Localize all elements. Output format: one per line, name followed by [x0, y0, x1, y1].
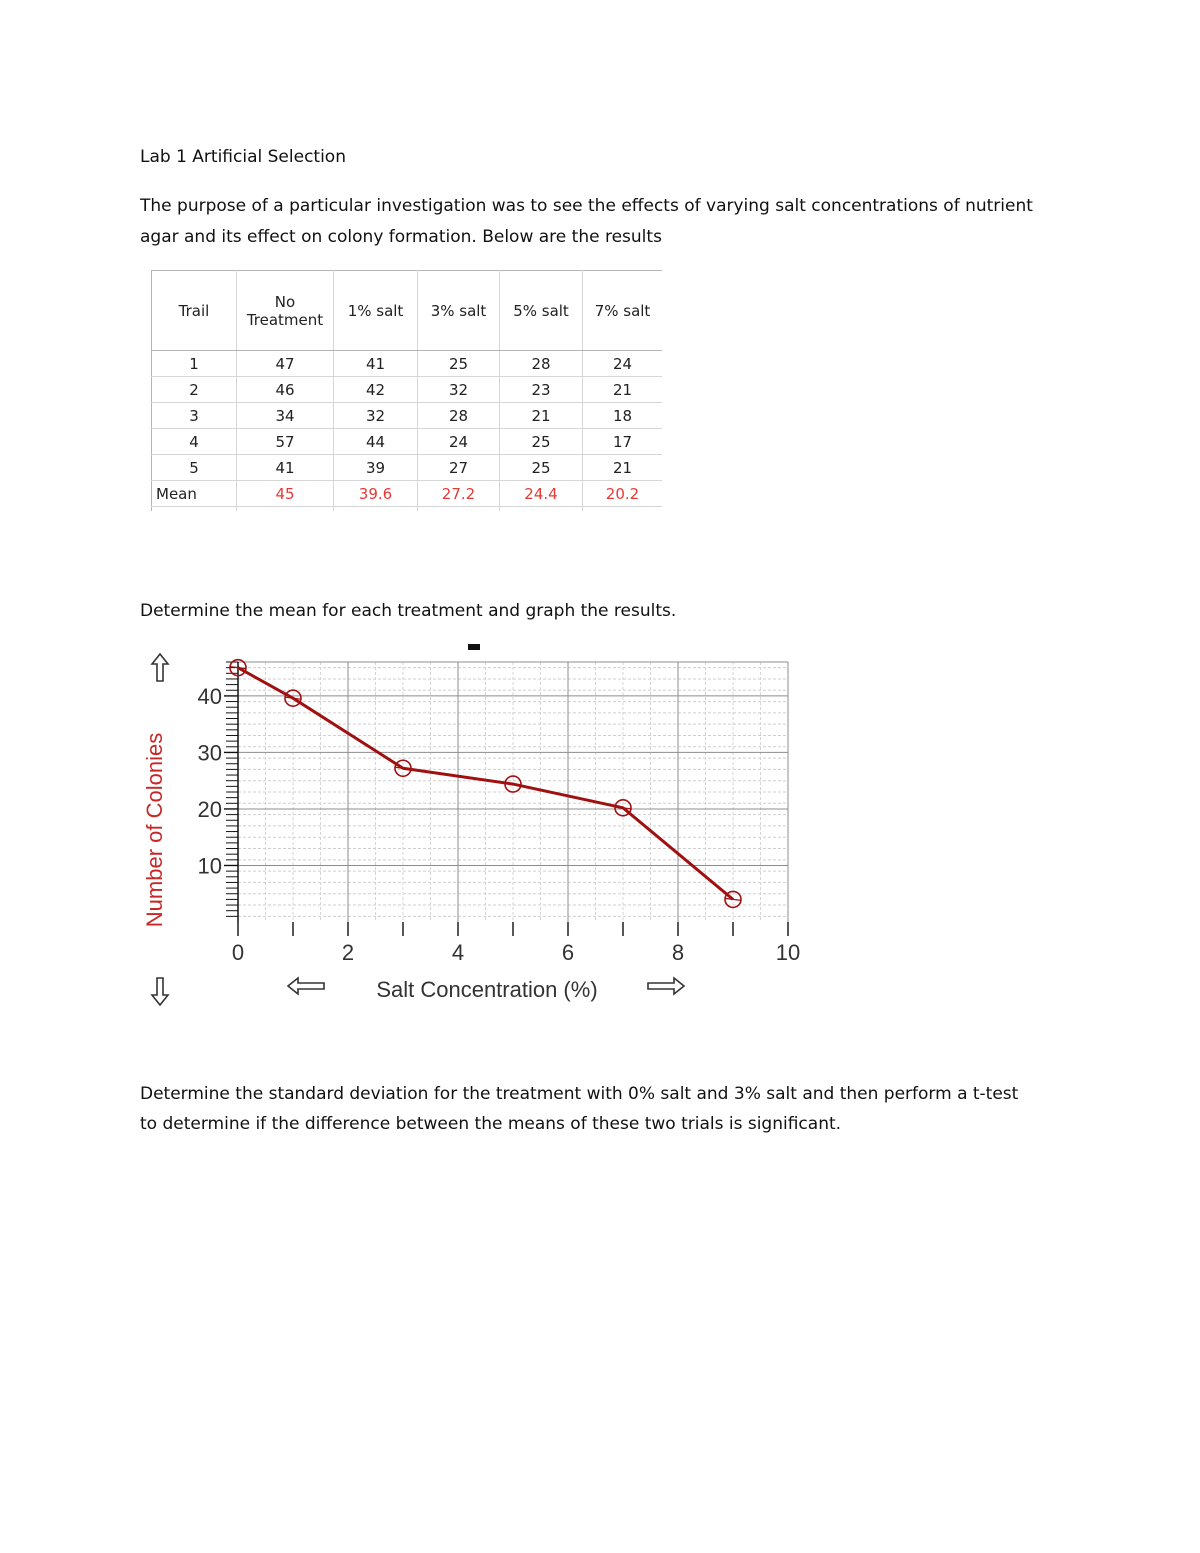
table-cell: 44	[334, 429, 418, 455]
mean-label: Mean	[152, 481, 237, 507]
page-title: Lab 1 Artificial Selection	[140, 147, 346, 167]
table-cell: 25	[418, 351, 500, 377]
table-cell: 23	[500, 377, 583, 403]
x-tick-label: 10	[775, 940, 801, 965]
table-cell: 21	[583, 455, 663, 481]
table-row	[152, 377, 663, 403]
arrow-up-icon[interactable]	[152, 654, 168, 681]
table-cell: 24	[583, 351, 663, 377]
table-cell: 34	[237, 403, 334, 429]
table-row	[152, 403, 663, 429]
table-cell: 21	[500, 403, 583, 429]
x-tick-label: 8	[671, 940, 685, 965]
table-cell: 41	[334, 351, 418, 377]
header-no-treatment-line1: No	[274, 292, 296, 311]
header-no-treatment-line2: Treatment	[246, 310, 324, 329]
table-header-row	[152, 271, 663, 351]
table-cell: 18	[583, 403, 663, 429]
table-cell: 1	[152, 351, 237, 377]
intro-text-line-1: The purpose of a particular investigation was to see the effects of varying salt concentrations of nutrient	[140, 196, 1033, 216]
y-tick-label: 10	[197, 853, 222, 879]
chart-axes	[224, 662, 788, 936]
chart-labels	[142, 684, 800, 1002]
mean-value: 45	[237, 481, 334, 507]
header-5-salt: 5% salt	[500, 271, 583, 351]
mean-value: 39.6	[334, 481, 418, 507]
results-table	[151, 270, 662, 511]
table-cell: 41	[237, 455, 334, 481]
x-tick-label: 4	[451, 940, 465, 965]
table-cell: 24	[418, 429, 500, 455]
intro-text-line-2: agar and its effect on colony formation. Below are the results	[140, 227, 662, 247]
arrow-right-icon[interactable]	[648, 978, 684, 994]
header-1-salt: 1% salt	[334, 271, 418, 351]
x-tick-label: 0	[231, 940, 245, 965]
y-tick-label: 30	[197, 740, 222, 766]
table-row	[152, 429, 663, 455]
x-axis-label: Salt Concentration (%)	[376, 977, 598, 1002]
table-row	[152, 455, 663, 481]
y-axis-label: Number of Colonies	[142, 732, 167, 928]
header-7-salt: 7% salt	[583, 271, 663, 351]
table-cell: 28	[500, 351, 583, 377]
mean-value: 24.4	[500, 481, 583, 507]
table-cell: 4	[152, 429, 237, 455]
table-cell: 57	[237, 429, 334, 455]
table-cell: 32	[334, 403, 418, 429]
pad-cell	[418, 507, 500, 512]
pad-cell	[334, 507, 418, 512]
x-tick-label: 2	[341, 940, 355, 965]
table-cell: 27	[418, 455, 500, 481]
header-3-salt: 3% salt	[418, 271, 500, 351]
table-cell: 21	[583, 377, 663, 403]
pad-cell	[500, 507, 583, 512]
y-tick-label: 20	[197, 796, 222, 822]
table-cell: 42	[334, 377, 418, 403]
question-1-text: Determine the mean for each treatment and graph the results.	[140, 601, 677, 621]
y-tick-label: 40	[197, 683, 222, 709]
salt-colonies-chart	[130, 640, 830, 1020]
header-no-treatment	[237, 271, 334, 351]
table-cell: 25	[500, 429, 583, 455]
question-2-text-line-1: Determine the standard deviation for the treatment with 0% salt and 3% salt and then perform a t-test	[140, 1084, 1019, 1104]
table-cell: 2	[152, 377, 237, 403]
mean-row	[152, 481, 663, 507]
question-2-text-line-2: to determine if the difference between the means of these two trials is significant.	[140, 1114, 842, 1134]
header-trail: Trail	[152, 271, 237, 351]
table-bottom-pad	[152, 507, 663, 512]
mean-value: 20.2	[583, 481, 663, 507]
table-cell: 5	[152, 455, 237, 481]
scroll-marker	[468, 644, 480, 650]
table-cell: 25	[500, 455, 583, 481]
table-cell: 3	[152, 403, 237, 429]
pad-cell	[152, 507, 237, 512]
pad-cell	[583, 507, 663, 512]
table-cell: 32	[418, 377, 500, 403]
table-cell: 39	[334, 455, 418, 481]
pad-cell	[237, 507, 334, 512]
arrow-left-icon[interactable]	[288, 978, 324, 994]
table-cell: 28	[418, 403, 500, 429]
mean-value: 27.2	[418, 481, 500, 507]
table-row	[152, 351, 663, 377]
arrow-down-icon[interactable]	[152, 978, 168, 1005]
table-cell: 17	[583, 429, 663, 455]
x-tick-label: 6	[561, 940, 575, 965]
table-cell: 46	[237, 377, 334, 403]
table-cell: 47	[237, 351, 334, 377]
